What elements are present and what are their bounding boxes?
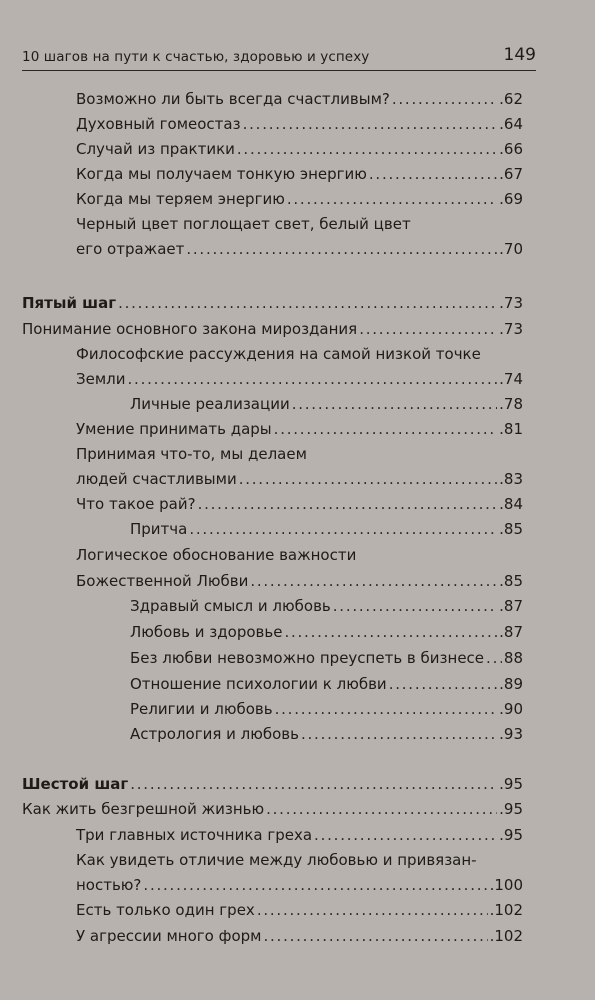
toc-entry-title: Возможно ли быть всегда счастливым? [76,90,390,108]
toc-entry-page: .67 [499,165,523,183]
dot-leader [392,88,497,110]
toc-entry [76,88,523,110]
toc-entry-title: Как увидеть отличие между любовью и привязан- [76,851,477,869]
toc-entry-title: Понимание основного закона мироздания [22,320,358,338]
toc-entry-title: Философские рассуждения на самой низкой точке [76,345,481,363]
toc-entry-page: .70 [499,240,523,258]
dot-leader [118,292,497,314]
toc-entry-page: .90 [499,700,523,718]
dot-leader [284,621,497,643]
toc-entry [76,113,523,135]
dot-leader [198,493,498,515]
toc-entry-page: .95 [499,826,523,844]
dot-leader [369,163,497,185]
toc-entry-title: Личные реализации [130,395,290,413]
toc-entry-page: .85 [499,572,523,590]
toc-entry [130,673,523,695]
toc-entry-title: Что такое рай? [76,495,196,513]
toc-entry-title: его отражает [76,240,185,258]
toc-entry [130,698,523,720]
toc-entry-title: Три главных источника греха [76,826,313,844]
toc-entry-title: У агрессии много форм [76,927,262,945]
toc-entry [76,163,523,185]
toc-entry [76,468,523,490]
toc-entry-page: .89 [499,675,523,693]
toc-entry-title: Случай из практики [76,140,235,158]
toc-entry-page: .66 [499,140,523,158]
toc-entry-page: .62 [499,90,523,108]
dot-leader [333,595,497,617]
dot-leader [243,113,498,135]
toc-entry [130,621,523,643]
toc-entry-title: Когда мы теряем энергию [76,190,285,208]
dot-leader [130,773,497,795]
toc-entry-title: Есть только один грех [76,901,255,919]
toc-entry [76,849,523,871]
dot-leader [257,899,488,921]
toc-entry-page: .84 [499,495,523,513]
toc-entry [130,723,523,745]
page-number: 149 [503,45,536,65]
toc-entry-title: Черный цвет поглощает свет, белый цвет [76,215,411,233]
running-header [22,44,536,71]
toc-entry [76,213,523,235]
toc-entry [76,188,523,210]
dot-leader [128,368,498,390]
toc-entry [130,595,523,617]
dot-leader [274,418,497,440]
dot-leader [239,468,497,490]
toc-entry-title: Принимая что-то, мы делаем [76,445,307,463]
toc-entry-page: .74 [499,370,523,388]
toc-entry [76,443,523,465]
dot-leader [263,925,487,947]
book-title: 10 шагов на пути к счастью, здоровью и успеху [22,49,370,65]
toc-entry [130,393,523,415]
toc-entry-page: .93 [499,725,523,743]
toc-entry-title: Умение принимать дары [76,420,272,438]
toc-entry [76,343,523,365]
toc-entry [22,773,523,795]
toc-entry [76,570,523,592]
toc-entry-title: людей счастливыми [76,470,237,488]
dot-leader [292,393,497,415]
toc-entry-title: Здравый смысл и любовь [130,597,331,615]
toc-entry-title: Божественной Любви [76,572,249,590]
toc-entry-title: ностью? [76,876,142,894]
dot-leader [359,318,497,340]
toc-entry-title: Любовь и здоровье [130,623,283,641]
dot-leader [237,138,497,160]
dot-leader [189,518,497,540]
toc-entry [76,138,523,160]
toc-entry [76,824,523,846]
toc-entry-page: .73 [499,320,523,338]
toc-entry [76,544,523,566]
toc-entry [22,292,523,314]
toc-entry-page: .102 [489,927,523,945]
toc-entry-title: Пятый шаг [22,294,117,312]
toc-entry-title: Как жить безгрешной жизнью [22,800,265,818]
toc-entry-title: Духовный гомеостаз [76,115,241,133]
toc-entry-title: Астрология и любовь [130,725,299,743]
toc-entry-page: .102 [489,901,523,919]
dot-leader [186,238,497,260]
toc-entry [76,238,523,260]
dot-leader [486,647,502,669]
toc-entry-title: Шестой шаг [22,775,129,793]
toc-entry-title: Религии и любовь [130,700,273,718]
toc-entry-title: Притча [130,520,188,538]
toc-entry-page: .64 [499,115,523,133]
dot-leader [266,798,497,820]
dot-leader [143,874,487,896]
toc-entry [76,874,523,896]
toc-entry-title: Без любви невозможно преуспеть в бизнесе [130,649,485,667]
toc-entry-page: .73 [499,294,523,312]
toc-entry-page: .78 [499,395,523,413]
toc-entry-page: .85 [499,520,523,538]
toc-entry-page: .95 [499,775,523,793]
toc-entry-page: .87 [499,623,523,641]
toc-entry [76,368,523,390]
dot-leader [301,723,497,745]
toc-entry [130,647,523,669]
toc-entry-page: .100 [489,876,523,894]
dot-leader [314,824,497,846]
toc-entry-page: .87 [499,597,523,615]
toc-entry-title: Когда мы получаем тонкую энергию [76,165,367,183]
toc-entry-page: .69 [499,190,523,208]
toc-entry-title: Отношение психологии к любви [130,675,387,693]
toc-entry-title: Логическое обоснование важности [76,546,357,564]
toc-entry [130,518,523,540]
dot-leader [287,188,497,210]
dot-leader [250,570,497,592]
toc-entry [22,798,523,820]
toc-entry [76,418,523,440]
toc-entry [76,493,523,515]
toc-entry-title: Земли [76,370,126,388]
toc-entry-page: .81 [499,420,523,438]
toc-entry [22,318,523,340]
toc-entry [76,925,523,947]
dot-leader [389,673,497,695]
toc-entry-page: .83 [499,470,523,488]
dot-leader [275,698,498,720]
toc-entry-page: .95 [499,800,523,818]
toc-entry [76,899,523,921]
toc-entry-page: 88 [503,649,523,667]
